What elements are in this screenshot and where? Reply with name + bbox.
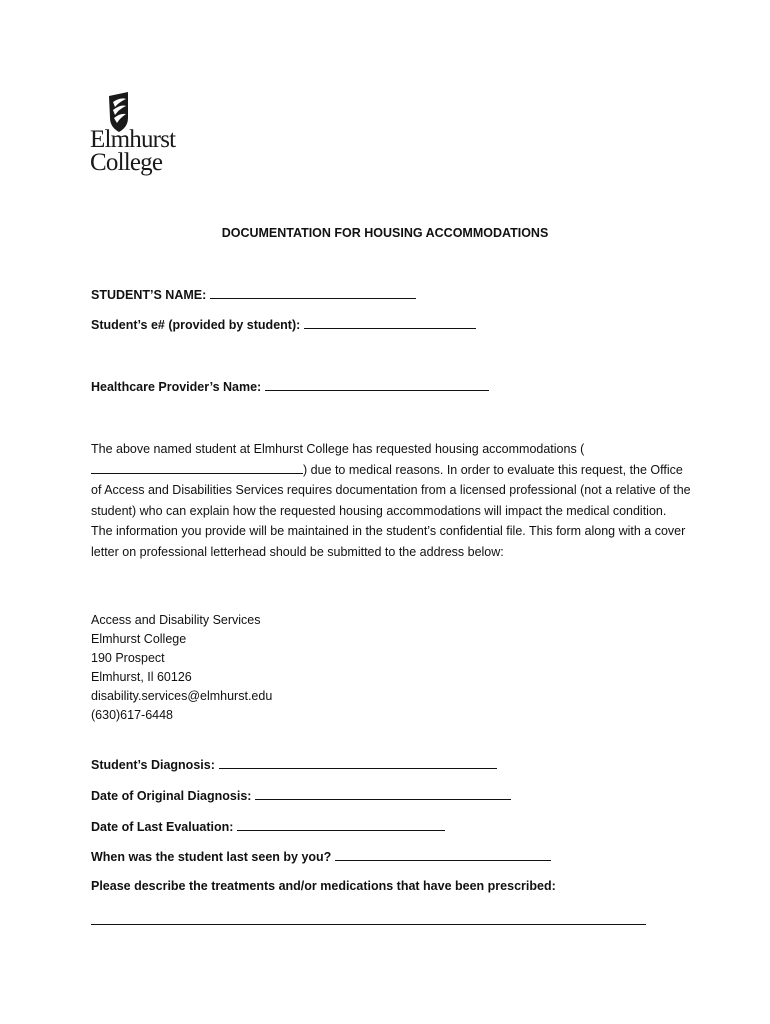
address-line-street: 190 Prospect — [91, 651, 165, 665]
diagnosis-field — [91, 756, 497, 772]
logo-line-elmhurst: Elmhurst — [90, 126, 176, 153]
student-name-label: STUDENT’S NAME: — [91, 288, 207, 302]
logo-wordmark — [90, 128, 175, 174]
original-diagnosis-input[interactable] — [255, 787, 511, 800]
treatments-field — [91, 879, 556, 893]
address-line-office: Access and Disability Services — [91, 613, 261, 627]
logo-line-college: College — [90, 149, 163, 176]
address-line-city: Elmhurst, Il 60126 — [91, 670, 192, 684]
student-enum-field — [91, 316, 476, 332]
last-seen-field — [91, 848, 551, 864]
last-seen-input[interactable] — [335, 848, 551, 861]
address-phone: (630)617-6448 — [91, 708, 174, 722]
provider-name-field — [91, 378, 489, 394]
original-diagnosis-field — [91, 787, 511, 803]
document-title: DOCUMENTATION FOR HOUSING ACCOMMODATIONS — [221, 226, 549, 240]
last-seen-label: When was the student last seen by you? — [91, 850, 332, 864]
accommodation-blank-input[interactable] — [91, 461, 303, 474]
address-email: disability.services@elmhurst.edu — [91, 689, 273, 703]
student-enum-label: Student’s e# (provided by student): — [91, 318, 301, 332]
original-diagnosis-label: Date of Original Diagnosis: — [91, 789, 252, 803]
last-evaluation-label: Date of Last Evaluation: — [91, 820, 234, 834]
student-name-input[interactable] — [210, 286, 416, 299]
student-enum-input[interactable] — [304, 316, 476, 329]
diagnosis-label: Student’s Diagnosis: — [91, 758, 215, 772]
provider-name-input[interactable] — [265, 378, 489, 391]
last-evaluation-input[interactable] — [237, 818, 445, 831]
paragraph-part-1: The above named student at Elmhurst College has requested housing accommodations ( — [91, 442, 585, 456]
treatments-label: Please describe the treatments and/or medications that have been prescribed: — [91, 879, 556, 893]
college-logo — [90, 92, 200, 184]
diagnosis-input[interactable] — [219, 756, 497, 769]
address-block — [91, 611, 272, 725]
request-paragraph — [91, 439, 691, 562]
treatments-input[interactable] — [91, 924, 646, 925]
provider-name-label: Healthcare Provider’s Name: — [91, 380, 262, 394]
last-evaluation-field — [91, 818, 445, 834]
paragraph-part-2: ) due to medical reasons. In order to evaluate this request, the Office of Access and Disabilities Services requires documentation from a licensed professional (not a relative of the student) who can explain how the requested housing accommodations will impact the medical condition. The information you provide will be maintained in the student’s confidential file. This form along with a cover letter on professional letterhead should be submitted to the address below: — [91, 462, 691, 559]
student-name-field — [91, 286, 416, 302]
address-line-college: Elmhurst College — [91, 632, 187, 646]
